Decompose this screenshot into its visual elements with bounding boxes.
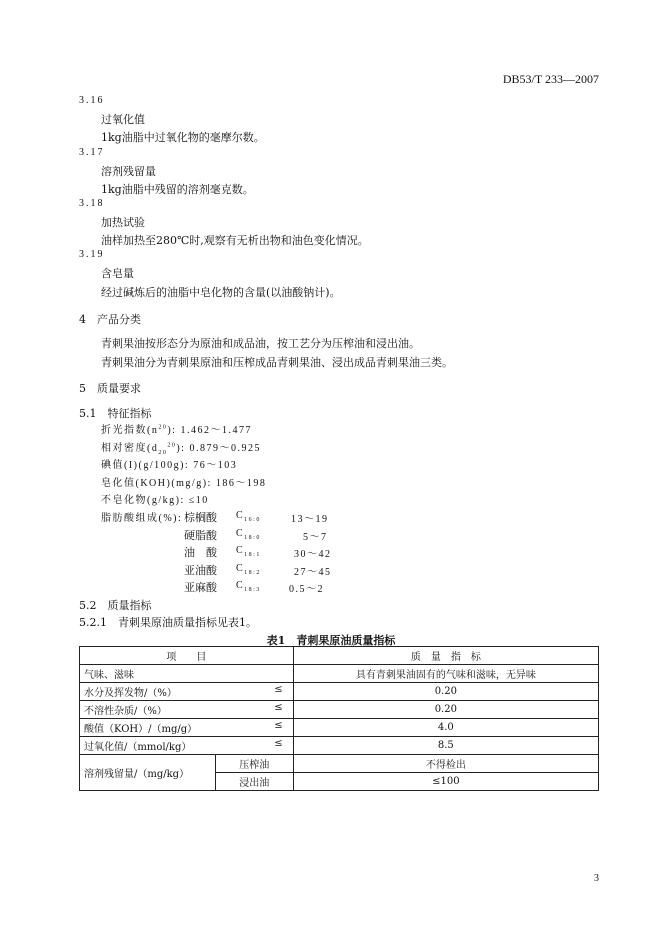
- table-row: [80, 665, 599, 683]
- table-row: [80, 719, 599, 737]
- row-value: 0.20: [293, 683, 598, 701]
- clause-number: 3.17: [79, 147, 105, 158]
- relative-density: 相对密度$(d_{20}^{20})$: 0.879～0.925: [101, 442, 261, 456]
- term-definition: 油样加热至280℃时,观察有无析出物和油色变化情况。: [101, 234, 369, 247]
- fatty-acid-name: 亚麻酸: [184, 581, 217, 594]
- fatty-acid-formula: $C_{18:0}$: [236, 528, 261, 541]
- fatty-acid-formula: $C_{18:3}$: [236, 580, 261, 593]
- term-definition: 经过碱炼后的油脂中皂化物的含量(以油酸钠计)。: [101, 286, 341, 299]
- row-value: 不得检出: [293, 755, 598, 773]
- fatty-acid-formula: $C_{16:0}$: [236, 510, 261, 523]
- row-item: 酸值（KOH）/（mg/g） ≤: [80, 719, 294, 737]
- row-item: 溶剂残留量/（mg/kg）: [80, 755, 216, 791]
- row-value: ≤100: [293, 773, 598, 791]
- section-heading: 4 产品分类: [79, 313, 141, 326]
- page-number: 3: [594, 873, 599, 884]
- term-title: 过氧化值: [101, 113, 145, 126]
- table-header-row: [80, 647, 599, 665]
- term-title: 含皂量: [101, 267, 134, 280]
- row-subitem: 压榨油: [215, 755, 293, 773]
- clause-number: 3.16: [79, 95, 105, 106]
- fatty-acid-range: 27～45: [294, 567, 332, 578]
- unsaponifiable-matter: 不皂化物(g/kg): ≤10: [101, 495, 209, 506]
- row-value: 8.5: [293, 737, 598, 755]
- fatty-acid-name: 硬脂酸: [184, 529, 217, 542]
- fatty-acid-label: 脂肪酸组成(%):: [101, 513, 183, 524]
- row-value: 0.20: [293, 701, 598, 719]
- refractive-index: 折光指数$(n^{20})$: 1.462～1.477: [101, 424, 252, 436]
- term-title: 加热试验: [101, 216, 145, 229]
- table-caption: 表1 青刺果原油质量指标: [266, 634, 396, 647]
- paragraph: 青刺果油按形态分为原油和成品油，按工艺分为压榨油和浸出油。: [101, 337, 420, 350]
- clause-number: 3.18: [79, 198, 105, 209]
- clause-text: 5.2.1 青刺果原油质量指标见表1。: [79, 616, 257, 629]
- paragraph: 青刺果油分为青刺果原油和压榨成品青刺果油、浸出成品青刺果油三类。: [101, 356, 453, 369]
- term-definition: 1kg油脂中过氧化物的毫摩尔数。: [101, 131, 265, 144]
- row-item: 气味、滋味: [80, 665, 294, 683]
- iodine-value: 碘值(I)(g/100g): 76～103: [101, 460, 238, 471]
- table-row: [80, 755, 599, 773]
- header-item: 项 目: [80, 647, 294, 665]
- row-value: 具有青刺果油固有的气味和滋味，无异味: [293, 665, 598, 683]
- document-code: DB53/T 233—2007: [502, 72, 599, 86]
- section-heading: 5 质量要求: [79, 382, 141, 395]
- clause-number: 3.19: [79, 249, 105, 260]
- table-row: [80, 683, 599, 701]
- quality-table: [79, 646, 599, 791]
- saponification-value: 皂化值(KOH)(mg/g): 186～198: [101, 478, 267, 489]
- header-value: 质 量 指 标: [293, 647, 598, 665]
- fatty-acid-name: 棕榈酸: [184, 511, 217, 524]
- row-item: 不溶性杂质/（%） ≤: [80, 701, 294, 719]
- row-value: 4.0: [293, 719, 598, 737]
- subsection-heading: 5.1 特征指标: [79, 407, 152, 420]
- fatty-acid-range: 30～42: [294, 549, 332, 560]
- fatty-acid-formula: $C_{18:2}$: [236, 563, 261, 576]
- table-row: [80, 701, 599, 719]
- row-item: 过氧化值/（mmol/kg） ≤: [80, 737, 294, 755]
- fatty-acid-formula: $C_{18:1}$: [236, 545, 261, 558]
- fatty-acid-name: 油 酸: [184, 546, 217, 559]
- term-title: 溶剂残留量: [101, 165, 156, 178]
- fatty-acid-range: 5～7: [303, 532, 328, 543]
- term-definition: 1kg油脂中残留的溶剂毫克数。: [101, 183, 254, 196]
- fatty-acid-range: 0.5～2: [289, 584, 324, 595]
- fatty-acid-range: 13～19: [291, 514, 329, 525]
- row-item: 水分及挥发物/（%） ≤: [80, 683, 294, 701]
- row-subitem: 浸出油: [215, 773, 293, 791]
- subsection-heading: 5.2 质量指标: [79, 599, 152, 612]
- table-row: [80, 737, 599, 755]
- fatty-acid-name: 亚油酸: [184, 564, 217, 577]
